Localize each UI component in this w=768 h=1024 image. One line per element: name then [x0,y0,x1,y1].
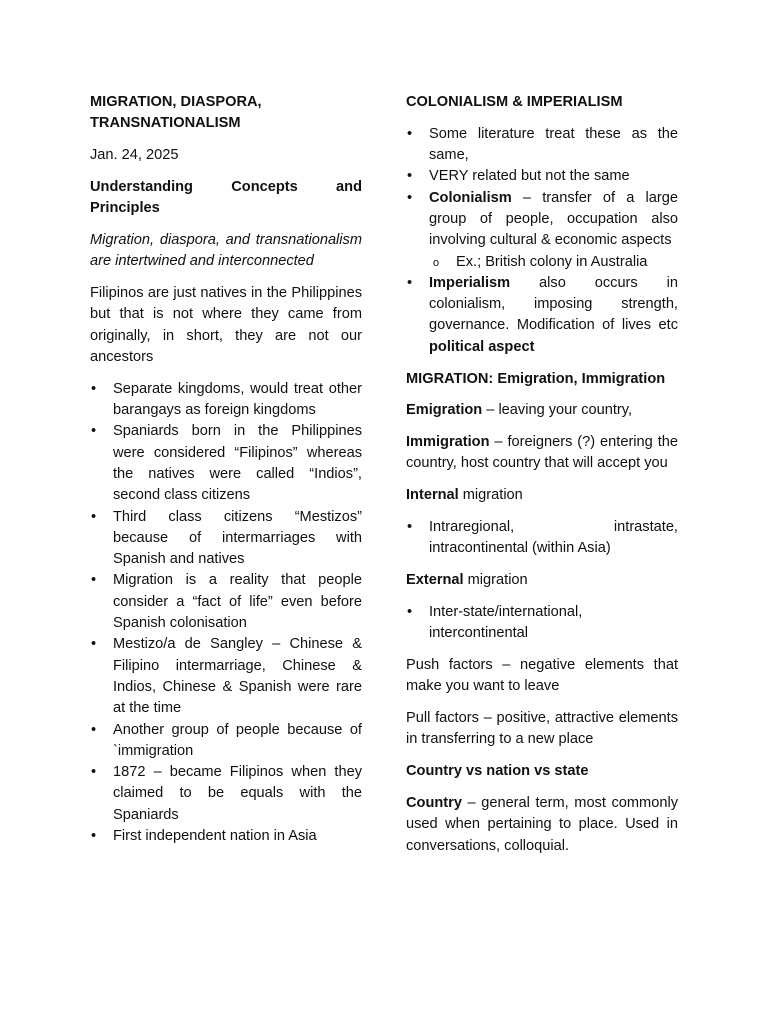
list-item: • 1872 – became Filipinos when they claimed to be equals with the Spaniards [90,762,362,826]
country-term: Country [406,795,462,812]
list-item: • Separate kingdoms, would treat other barangays as foreign kingdoms [90,379,362,422]
push-factors-paragraph: Push factors – negative elements that make you want to leave [406,657,678,695]
list-item: • Spaniards born in the Philippines were considered “Filipinos” whereas the natives were called “Indios”, second class citizens [90,421,362,506]
imperialism-term: Imperialism [429,274,511,291]
political-aspect-text: political aspect [429,338,535,355]
external-term: External [406,572,464,589]
colonialism-definition: – transfer of a large group of people, occupation also involving cultural & economic aspects [429,189,678,249]
colonialism-term: Colonialism [429,189,512,206]
list-item: • Intraregional, intrastate, intracontinental (within Asia) [406,517,678,560]
list-item-imperialism [406,273,678,358]
list-item: • Migration is a reality that people consider a “fact of life” even before Spanish colonisation [90,570,362,634]
history-bullet-list [90,379,362,848]
list-item: • Another group of people because of `immigration [90,720,362,763]
internal-label: migration [458,487,523,504]
internal-term: Internal [406,487,459,504]
right-column [406,92,678,867]
list-item: • First independent nation in Asia [90,826,362,847]
colonialism-bullet-list [406,124,678,358]
country-nation-state-heading: Country vs nation vs state [406,763,589,780]
list-item-colonialism [406,188,678,273]
pull-factors-paragraph: Pull factors – positive, attractive elements in transferring to a new place [406,710,678,748]
external-label: migration [463,572,528,589]
internal-bullet-list [406,517,678,560]
emigration-definition: – leaving your country, [482,402,633,419]
country-paragraph [406,793,678,857]
internal-migration-paragraph [406,485,678,506]
left-column [90,92,362,858]
list-item: • Some literature treat these as the same, [406,124,678,167]
sub-list-item: o Ex.; British colony in Australia [429,252,678,273]
intro-paragraph: Filipinos are just natives in the Philippines but that is not where they came from originally, in short, they are not our ancestors [90,285,362,365]
emigration-paragraph [406,400,678,421]
document-title: MIGRATION, DIASPORA, TRANSNATIONALISM [90,94,262,132]
immigration-paragraph [406,432,678,475]
immigration-term: Immigration [406,434,490,451]
migration-heading: MIGRATION: Emigration, Immigration [406,370,666,387]
colonialism-sub-list [429,252,678,273]
imperialism-definition: also occurs in colonialism, imposing strength, governance. Modification of lives etc [429,274,678,334]
intro-italic: Migration, diaspora, and transnationalism are intertwined and interconnected [90,231,362,270]
list-item: • VERY related but not the same [406,166,678,187]
document-date: Jan. 24, 2025 [90,147,179,164]
list-item: • Inter-state/international, intercontinental [406,602,678,645]
external-bullet-list [406,602,678,645]
country-definition: – general term, most commonly used when pertaining to place. Used in conversations, colloquial. [406,795,678,854]
immigration-definition: – foreigners (?) entering the country, host country that will accept you [406,434,678,472]
list-item: • Third class citizens “Mestizos” because of intermarriages with Spanish and natives [90,507,362,571]
emigration-term: Emigration [406,402,483,419]
colonialism-heading: COLONIALISM & IMPERIALISM [406,94,623,110]
section-heading: Understanding Concepts and Principles [90,178,362,217]
external-migration-paragraph [406,570,678,591]
list-item: • Mestizo/a de Sangley – Chinese & Filipino intermarriage, Chinese & Indios, Chinese & Spanish were rare at the time [90,634,362,719]
